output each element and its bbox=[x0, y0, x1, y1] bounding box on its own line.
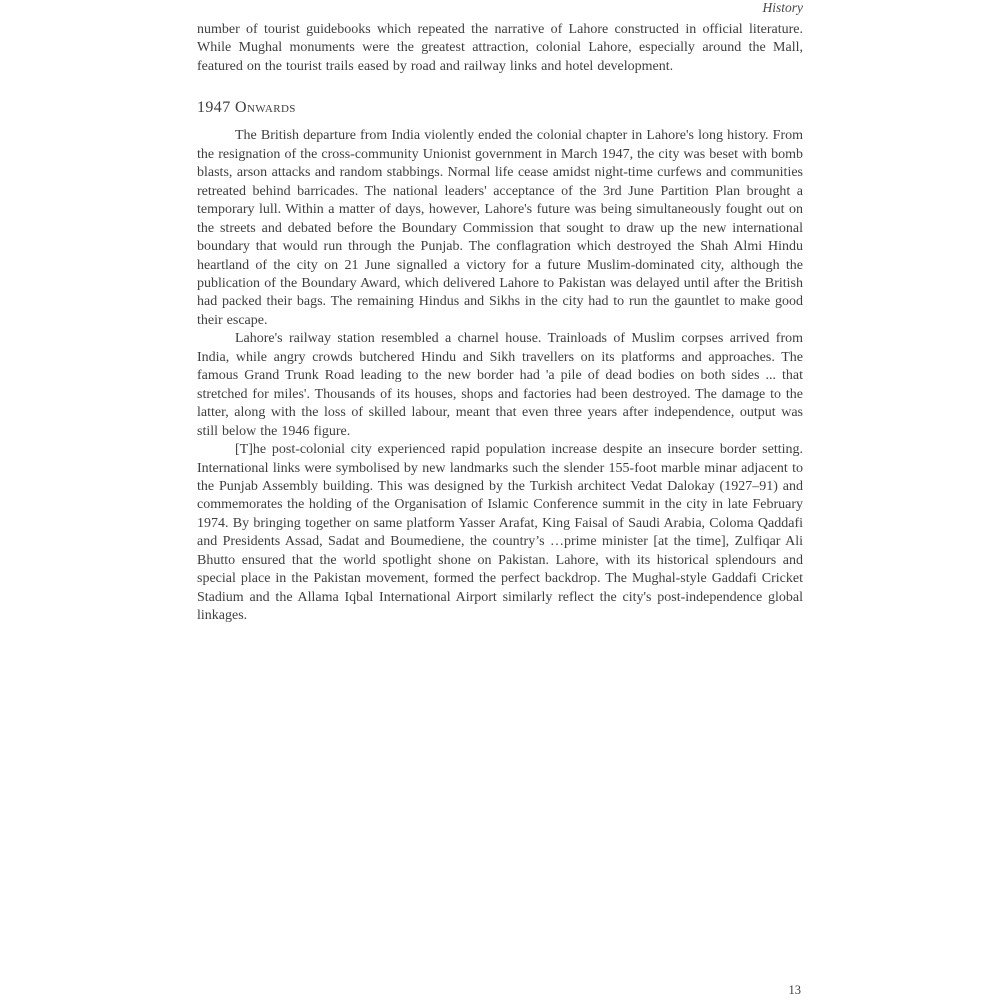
paragraph: The British departure from India violently ended the colonial chapter in Lahore's long history. From the resignation of the cross-community Unionist government in March 1947, the city was beset with bomb blasts, arson attacks and random stabbings. Normal life cease amidst night-time curfews and communities retreated behind barricades. The national leaders' acceptance of the 3rd June Partition Plan brought a temporary lull. Within a matter of days, however, Lahore's future was being simultaneously fought out on the streets and debated before the Boundary Commission that sought to draw up the new international boundary that would run through the Punjab. The conflagration which destroyed the Shah Almi Hindu heartland of the city on 21 June signalled a victory for a future Muslim-dominated city, although the publication of the Boundary Award, which delivered Lahore to Pakistan was delayed until after the British had packed their bags. The remaining Hindus and Sikhs in the city had to run the gauntlet to make good their escape. bbox=[197, 128, 803, 328]
page-number: 13 bbox=[788, 983, 801, 997]
text-block bbox=[197, 21, 803, 626]
intro-paragraph: number of tourist guidebooks which repeated the narrative of Lahore constructed in official literature. While Mughal monuments were the greatest attraction, colonial Lahore, especially around the Mall, featured on the tourist trails eased by road and railway links and hotel development. bbox=[197, 22, 803, 74]
paragraph: [T]he post-colonial city experienced rapid population increase despite an insecure border setting. International links were symbolised by new landmarks such the slender 155-foot marble minar adjacent to the Punjab Assembly building. This was designed by the Turkish architect Vedat Dalokay (1927–91) and commemorates the holding of the Organisation of Islamic Conference summit in the city in late February 1974. By bringing together on same platform Yasser Arafat, King Faisal of Saudi Arabia, Coloma Qaddafi and Presidents Assad, Sadat and Boumediene, the country’s …prime minister [at the time], Zulfiqar Ali Bhutto ensured that the world spotlight shone on Pakistan. Lahore, with its historical splendours and special place in the Pakistan movement, formed the perfect backdrop. The Mughal-style Gaddafi Cricket Stadium and the Allama Iqbal International Airport similarly reflect the city's post-independence global linkages. bbox=[197, 442, 803, 624]
running-header: History bbox=[762, 0, 803, 15]
section-heading: 1947 Onwards bbox=[197, 99, 296, 117]
paragraph: Lahore's railway station resembled a charnel house. Trainloads of Muslim corpses arrived from India, while angry crowds butchered Hindu and Sikh travellers on its platforms and approaches. The famous Grand Trunk Road leading to the new border had 'a pile of dead bodies on both sides ... that stretched for miles'. Thousands of its houses, shops and factories had been destroyed. The damage to the latter, along with the loss of skilled labour, meant that even three years after independence, output was still below the 1946 figure. bbox=[197, 331, 803, 439]
